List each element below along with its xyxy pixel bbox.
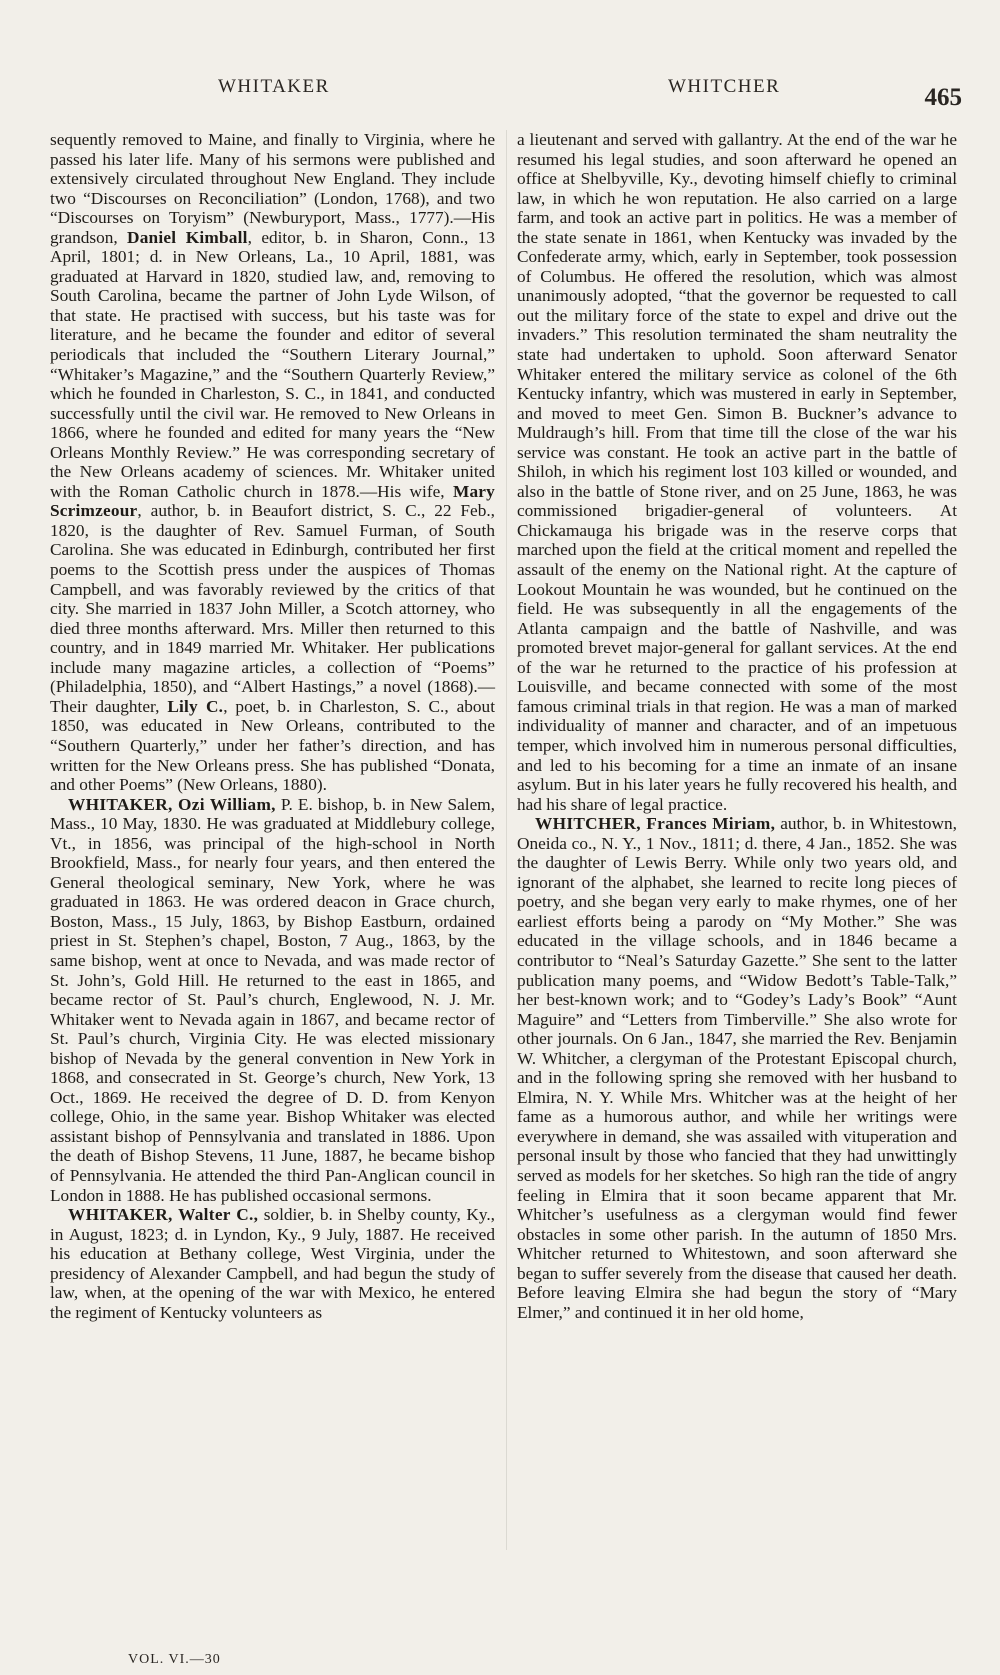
- paragraph-text: sequently removed to Maine, and finally to Virginia, where he passed his later life. Many of his sermons were published and extensively circulated throughout New England. They include two “Discourses on Reconciliation” (London, 1768), and two “Discourses on Toryism” (Newburyport, Mass., 1777).—His grandson,: [50, 130, 495, 247]
- running-head-right: WHITCHER: [668, 76, 781, 97]
- column-divider: [506, 130, 507, 1550]
- running-head-left: WHITAKER: [218, 76, 330, 97]
- person-name: Lily C.: [167, 696, 224, 716]
- entry-body: author, b. in Whitestown, Oneida co., N. Y., 1 Nov., 1811; d. there, 4 Jan., 1852. She was the daughter of Lewis Berry. While only two years old, and ignorant of the alphabet, she learned to recite long pieces of poetry, and she began very early to make rhymes, one of her earliest efforts being a parody on “My Mother.” She was educated in the village schools, and in 1846 became a contributor to “Neal’s Saturday Gazette.” She sent to the latter publication many poems, and “Widow Bedott’s Table-Talk,” her best-known work; and to “Godey’s Lady’s Book” “Aunt Maguire” and “Letters from Timberville.” She also wrote for other journals. On 6 Jan., 1847, she married the Rev. Benjamin W. Whitcher, a clergyman of the Protestant Episcopal church, and in the following spring she removed with her husband to Elmira, N. Y. While Mrs. Whitcher was at the height of her fame as a humorous author, and while her writings were everywhere in demand, she was assailed with vituperation and personal insult by those who fancied that they had unwittingly served as models for her sketches. So high ran the tide of angry feeling in Elmira that it soon became apparent that Mr. Whitcher’s usefulness as a clergyman would find fewer obstacles in some other parish. In the autumn of 1850 Mrs. Whitcher returned to Whitestown, and soon afterward she began to suffer severely from the disease that caused her death. Before leaving Elmira she had begun the story of “Mary Elmer,” and continued it in her old home,: [517, 814, 957, 1322]
- page-number: 465: [924, 84, 962, 111]
- entry-paragraph: [50, 795, 495, 1205]
- person-name: Mary Scrimzeour: [50, 481, 495, 521]
- paragraph-text: , poet, b. in Charleston, S. C., about 1850, was educated in New Orleans, contributed to the “Southern Quarterly,” under her father’s direction, and has written for the New Orleans press. She has published “Donata, and other Poems” (New Orleans, 1880).: [50, 696, 495, 795]
- entry-paragraph-continued: a lieutenant and served with gallantry. At the end of the war he resumed his legal studies, and soon afterward he opened an office at Shelbyville, Ky., devoting himself chiefly to criminal law, in which he won reputation. He also carried on a large farm, and took an active part in politics. He was a member of the state senate in 1861, when Kentucky was invaded by the Confederate army, which, early in September, took possession of Columbus. He offered the resolution, which was almost unanimously adopted, “that the governor be requested to call out the military force of the state to expel and drive out the invaders.” This resolution terminated the sham neutrality the state had undertaken to uphold. Soon afterward Senator Whitaker entered the military service as colonel of the 6th Kentucky infantry, which was mustered in early in September, and moved to meet Gen. Simon B. Buckner’s advance to Muldraugh’s hill. From that time till the close of the war his service was constant. He took an active part in the battle of Shiloh, in which his regiment lost 103 killed or wounded, and also in the battle of Stone river, and on 25 June, 1863, he was commissioned brigadier-general of volunteers. At Chickamauga his brigade was in the reserve corps that marched upon the field at the critical moment and repelled the assault of the enemy on the National right. At the capture of Lookout Mountain he was wounded, but he continued on the field. He was subsequently in all the engagements of the Atlanta campaign and the battle of Nashville, and was promoted brevet major-general for gallant services. At the end of the war he returned to the practice of his profession at Louisville, and became connected with some of the most famous criminal trials in that region. He was a man of marked individuality of manner and character, and of an impetuous temper, which involved him in numerous personal difficulties, and led to his becoming for a time an inmate of an insane asylum. But in his later years he fully recovered his health, and had his share of legal practice.: [517, 130, 957, 814]
- entry-heading: WHITAKER, Ozi William,: [68, 794, 276, 814]
- entry-body: soldier, b. in Shelby county, Ky., in August, 1823; d. in Lyndon, Ky., 9 July, 1887. He received his education at Bethany college, West Virginia, under the presidency of Alexander Campbell, and had begun the study of law, when, at the opening of the war with Mexico, he entered the regiment of Kentucky volunteers as: [50, 1205, 495, 1322]
- entry-heading: WHITAKER, Walter C.,: [68, 1205, 259, 1225]
- entry-body: P. E. bishop, b. in New Salem, Mass., 10 May, 1830. He was graduated at Middlebury college, Vt., in 1856, was principal of the high-school in North Brookfield, Mass., for nearly four years, and then entered the General theological seminary, New York, where he was graduated in 1863. He was ordered deacon in Grace church, Boston, Mass., 15 July, 1863, by Bishop Eastburn, ordained priest in St. Stephen’s chapel, Boston, 7 Aug., 1863, by the same bishop, went at once to Nevada, and was made rector of St. John’s, Gold Hill. He returned to the east in 1865, and became rector of St. Paul’s church, Englewood, N. J. Mr. Whitaker went to Nevada again in 1867, and became rector of St. Paul’s church, Virginia City. He was elected missionary bishop of Nevada by the general convention in New York in 1868, and consecrated in St. George’s church, New York, 13 Oct., 1869. He received the degree of D. D. from Kenyon college, Ohio, in the same year. Bishop Whitaker was elected assistant bishop of Pennsylvania and translated in 1886. Upon the death of Bishop Stevens, 11 June, 1887, he became bishop of Pennsylvania. He attended the third Pan-Anglican council in London in 1888. He has published occasional sermons.: [50, 794, 496, 1205]
- entry-paragraph: [50, 1205, 495, 1322]
- entry-paragraph-continued: [50, 130, 495, 795]
- paragraph-text: , author, b. in Beaufort district, S. C., 22 Feb., 1820, is the daughter of Rev. Samuel Furman, of South Carolina. She was educated in Edinburgh, contributed her first poems to the Scottish press under the auspices of Thomas Campbell, and was favorably reviewed by the critics of that city. She married in 1837 John Miller, a Scotch attorney, who died three months afterward. Mrs. Miller then returned to this country, and in 1849 married Mr. Whitaker. Her publications include many magazine articles, a collection of “Poems” (Philadelphia, 1850), and “Albert Hastings,” a novel (1868).—Their daughter,: [50, 501, 495, 716]
- paragraph-text: , editor, b. in Sharon, Conn., 13 April, 1801; d. in New Orleans, La., 10 April, 1881, was graduated at Harvard in 1820, studied law, and, removing to South Carolina, became the partner of John Lyde Wilson, of that state. He practised with success, but his taste was for literature, and he became the founder and editor of several periodicals that included the “Southern Literary Journal,” “Whitaker’s Magazine,” and the “Southern Quarterly Review,” which he founded in Charleston, S. C., in 1841, and conducted successfully until the civil war. He removed to New Orleans in 1866, where he founded and edited for many years the “New Orleans Monthly Review.” He was corresponding secretary of the New Orleans academy of sciences. Mr. Whitaker united with the Roman Catholic church in 1878.—His wife,: [50, 227, 495, 501]
- left-column: [50, 130, 495, 1322]
- entry-paragraph: [517, 814, 957, 1322]
- person-name: Daniel Kimball: [127, 227, 248, 247]
- right-column: [517, 130, 957, 1322]
- volume-signature: VOL. VI.—30: [128, 1652, 221, 1667]
- entry-heading: WHITCHER, Frances Miriam,: [535, 814, 776, 834]
